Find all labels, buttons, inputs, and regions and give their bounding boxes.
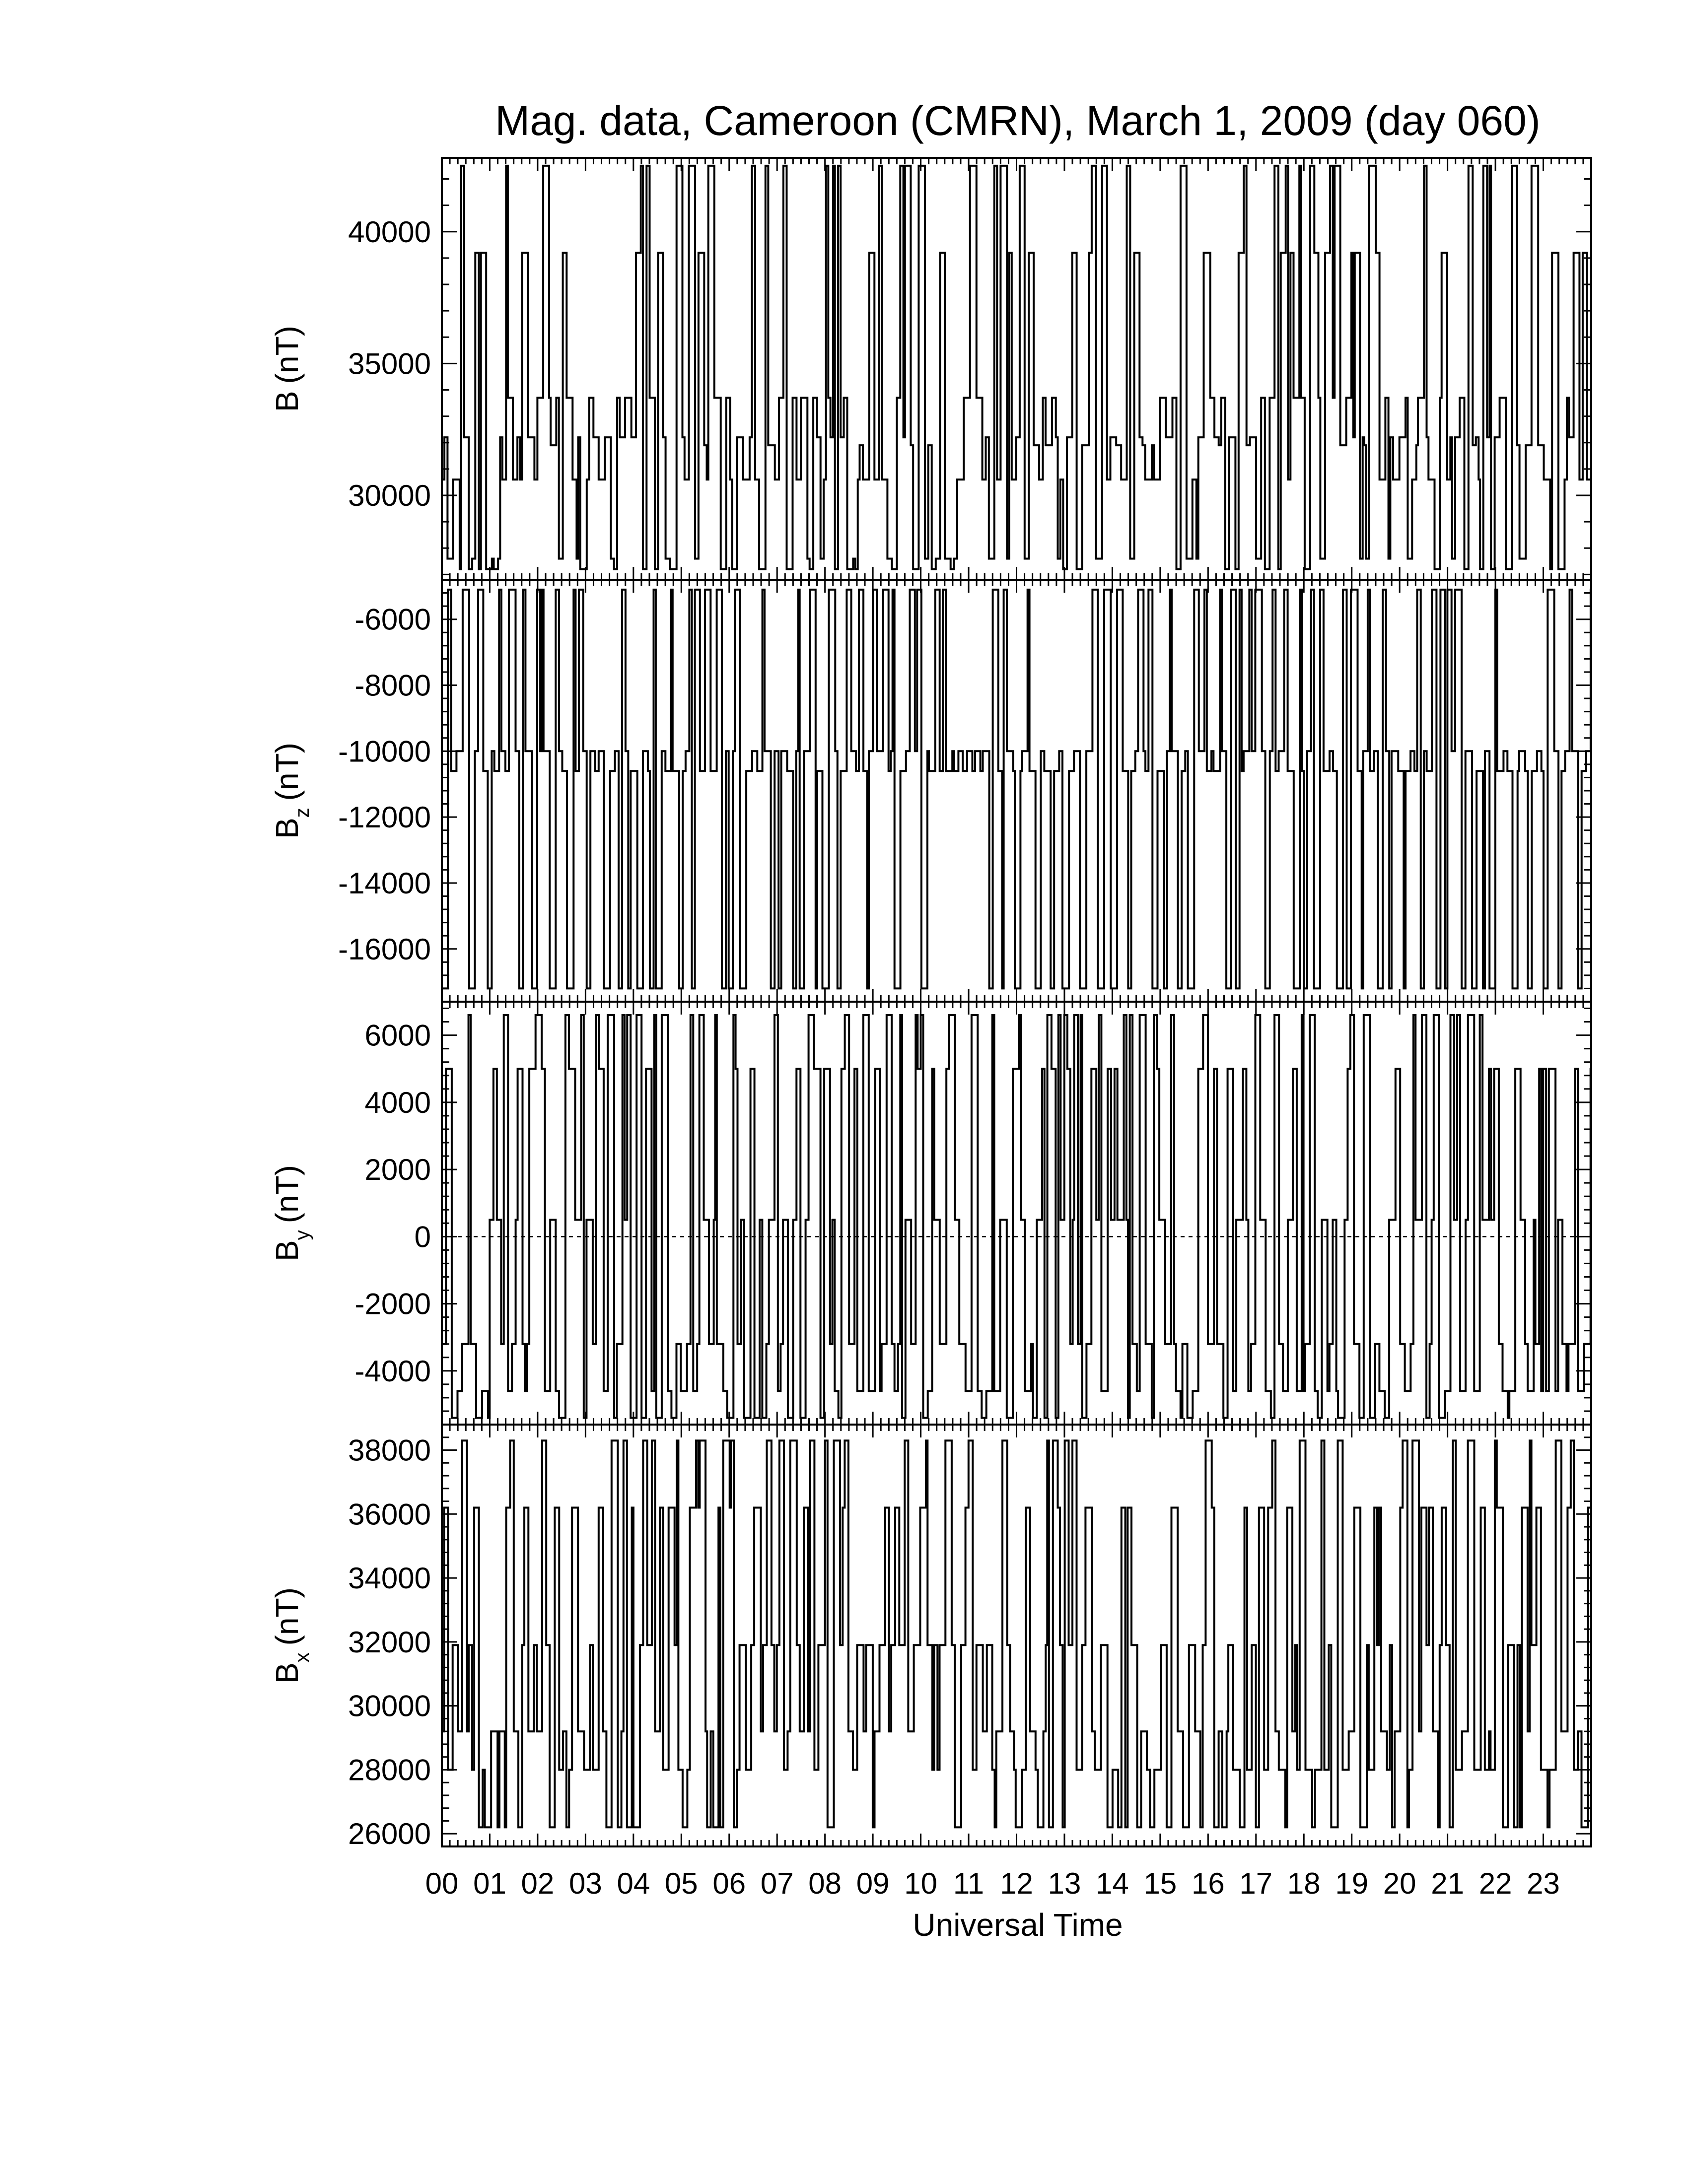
panel-B: [269, 158, 1591, 580]
y-axis-label-unit: (nT): [269, 326, 305, 384]
y-axis-label-subscript: x: [291, 1652, 313, 1663]
x-tick-label: 14: [1096, 1867, 1129, 1900]
y-tick-label: -14000: [338, 866, 431, 900]
x-tick-label: 19: [1335, 1867, 1369, 1900]
y-axis-label-unit: (nT): [269, 743, 305, 801]
y-tick-label: -2000: [354, 1287, 431, 1321]
y-tick-label: 2000: [364, 1153, 431, 1187]
y-tick-label: 26000: [348, 1817, 431, 1851]
y-axis-label-unit: (nT): [269, 1165, 305, 1224]
chart-title: Mag. data, Cameroon (CMRN), March 1, 2009 (day 060): [495, 97, 1541, 144]
x-tick-label: 07: [760, 1867, 794, 1900]
trace-B: [442, 166, 1591, 569]
y-axis-label-subscript: y: [291, 1230, 313, 1240]
trace-Bz: [442, 590, 1591, 989]
y-tick-label: -6000: [354, 603, 431, 636]
y-tick-label: 38000: [348, 1433, 431, 1467]
x-tick-label: 16: [1191, 1867, 1225, 1900]
y-axis-label-B: [269, 326, 305, 412]
x-tick-label: 21: [1431, 1867, 1464, 1900]
x-tick-label: 18: [1287, 1867, 1321, 1900]
x-tick-label: 03: [569, 1867, 602, 1900]
panels-group: [269, 158, 1591, 1850]
y-tick-label: -16000: [338, 932, 431, 966]
y-axis-label-Bx: [269, 1587, 313, 1684]
x-tick-label: 02: [521, 1867, 555, 1900]
y-axis-label-symbol: B: [269, 1662, 305, 1684]
y-tick-label: 0: [414, 1220, 431, 1254]
panel-By: [269, 1002, 1591, 1425]
x-tick-label: 10: [904, 1867, 937, 1900]
y-axis-label-subscript: z: [291, 808, 313, 818]
y-axis-label-Bz: [269, 743, 313, 839]
panel-frame: [442, 158, 1591, 580]
y-tick-label: 36000: [348, 1498, 431, 1531]
x-tick-label: 23: [1527, 1867, 1560, 1900]
y-axis-label-symbol: B: [269, 1240, 305, 1261]
y-tick-label: 30000: [348, 1689, 431, 1723]
x-tick-label: 17: [1239, 1867, 1273, 1900]
y-tick-label: 30000: [348, 479, 431, 512]
x-tick-label: 05: [664, 1867, 698, 1900]
x-tick-label: 20: [1383, 1867, 1416, 1900]
y-axis-label-By: [269, 1165, 313, 1261]
y-tick-label: 6000: [364, 1019, 431, 1052]
x-tick-label: 12: [1000, 1867, 1033, 1900]
x-tick-label: 00: [425, 1867, 459, 1900]
x-tick-label: 09: [856, 1867, 890, 1900]
trace-By: [442, 1015, 1591, 1418]
x-tick-label: 15: [1143, 1867, 1177, 1900]
x-tick-label: 06: [712, 1867, 746, 1900]
x-tick-label: 01: [473, 1867, 506, 1900]
x-tick-label: 11: [953, 1867, 985, 1900]
x-tick-label: 08: [808, 1867, 842, 1900]
panel-Bz: [269, 580, 1591, 1002]
y-tick-label: -8000: [354, 669, 431, 702]
y-tick-label: 4000: [364, 1086, 431, 1119]
y-tick-label: 34000: [348, 1562, 431, 1595]
y-tick-label: -12000: [338, 801, 431, 834]
y-axis-label-symbol: B: [269, 391, 305, 412]
x-axis: [425, 1867, 1560, 1900]
y-axis-label-symbol: B: [269, 818, 305, 839]
y-tick-label: -10000: [338, 735, 431, 768]
y-tick-label: 35000: [348, 347, 431, 381]
y-tick-label: 28000: [348, 1753, 431, 1787]
y-tick-label: 32000: [348, 1625, 431, 1659]
y-tick-label: -4000: [354, 1354, 431, 1388]
x-tick-label: 13: [1048, 1867, 1081, 1900]
y-tick-label: 40000: [348, 215, 431, 249]
trace-Bx: [442, 1440, 1591, 1827]
x-axis-label: Universal Time: [913, 1907, 1123, 1943]
panel-frame: [442, 580, 1591, 1002]
x-tick-label: 04: [617, 1867, 650, 1900]
y-axis-label-unit: (nT): [269, 1587, 305, 1646]
panel-Bx: [269, 1425, 1591, 1850]
x-tick-label: 22: [1478, 1867, 1512, 1900]
